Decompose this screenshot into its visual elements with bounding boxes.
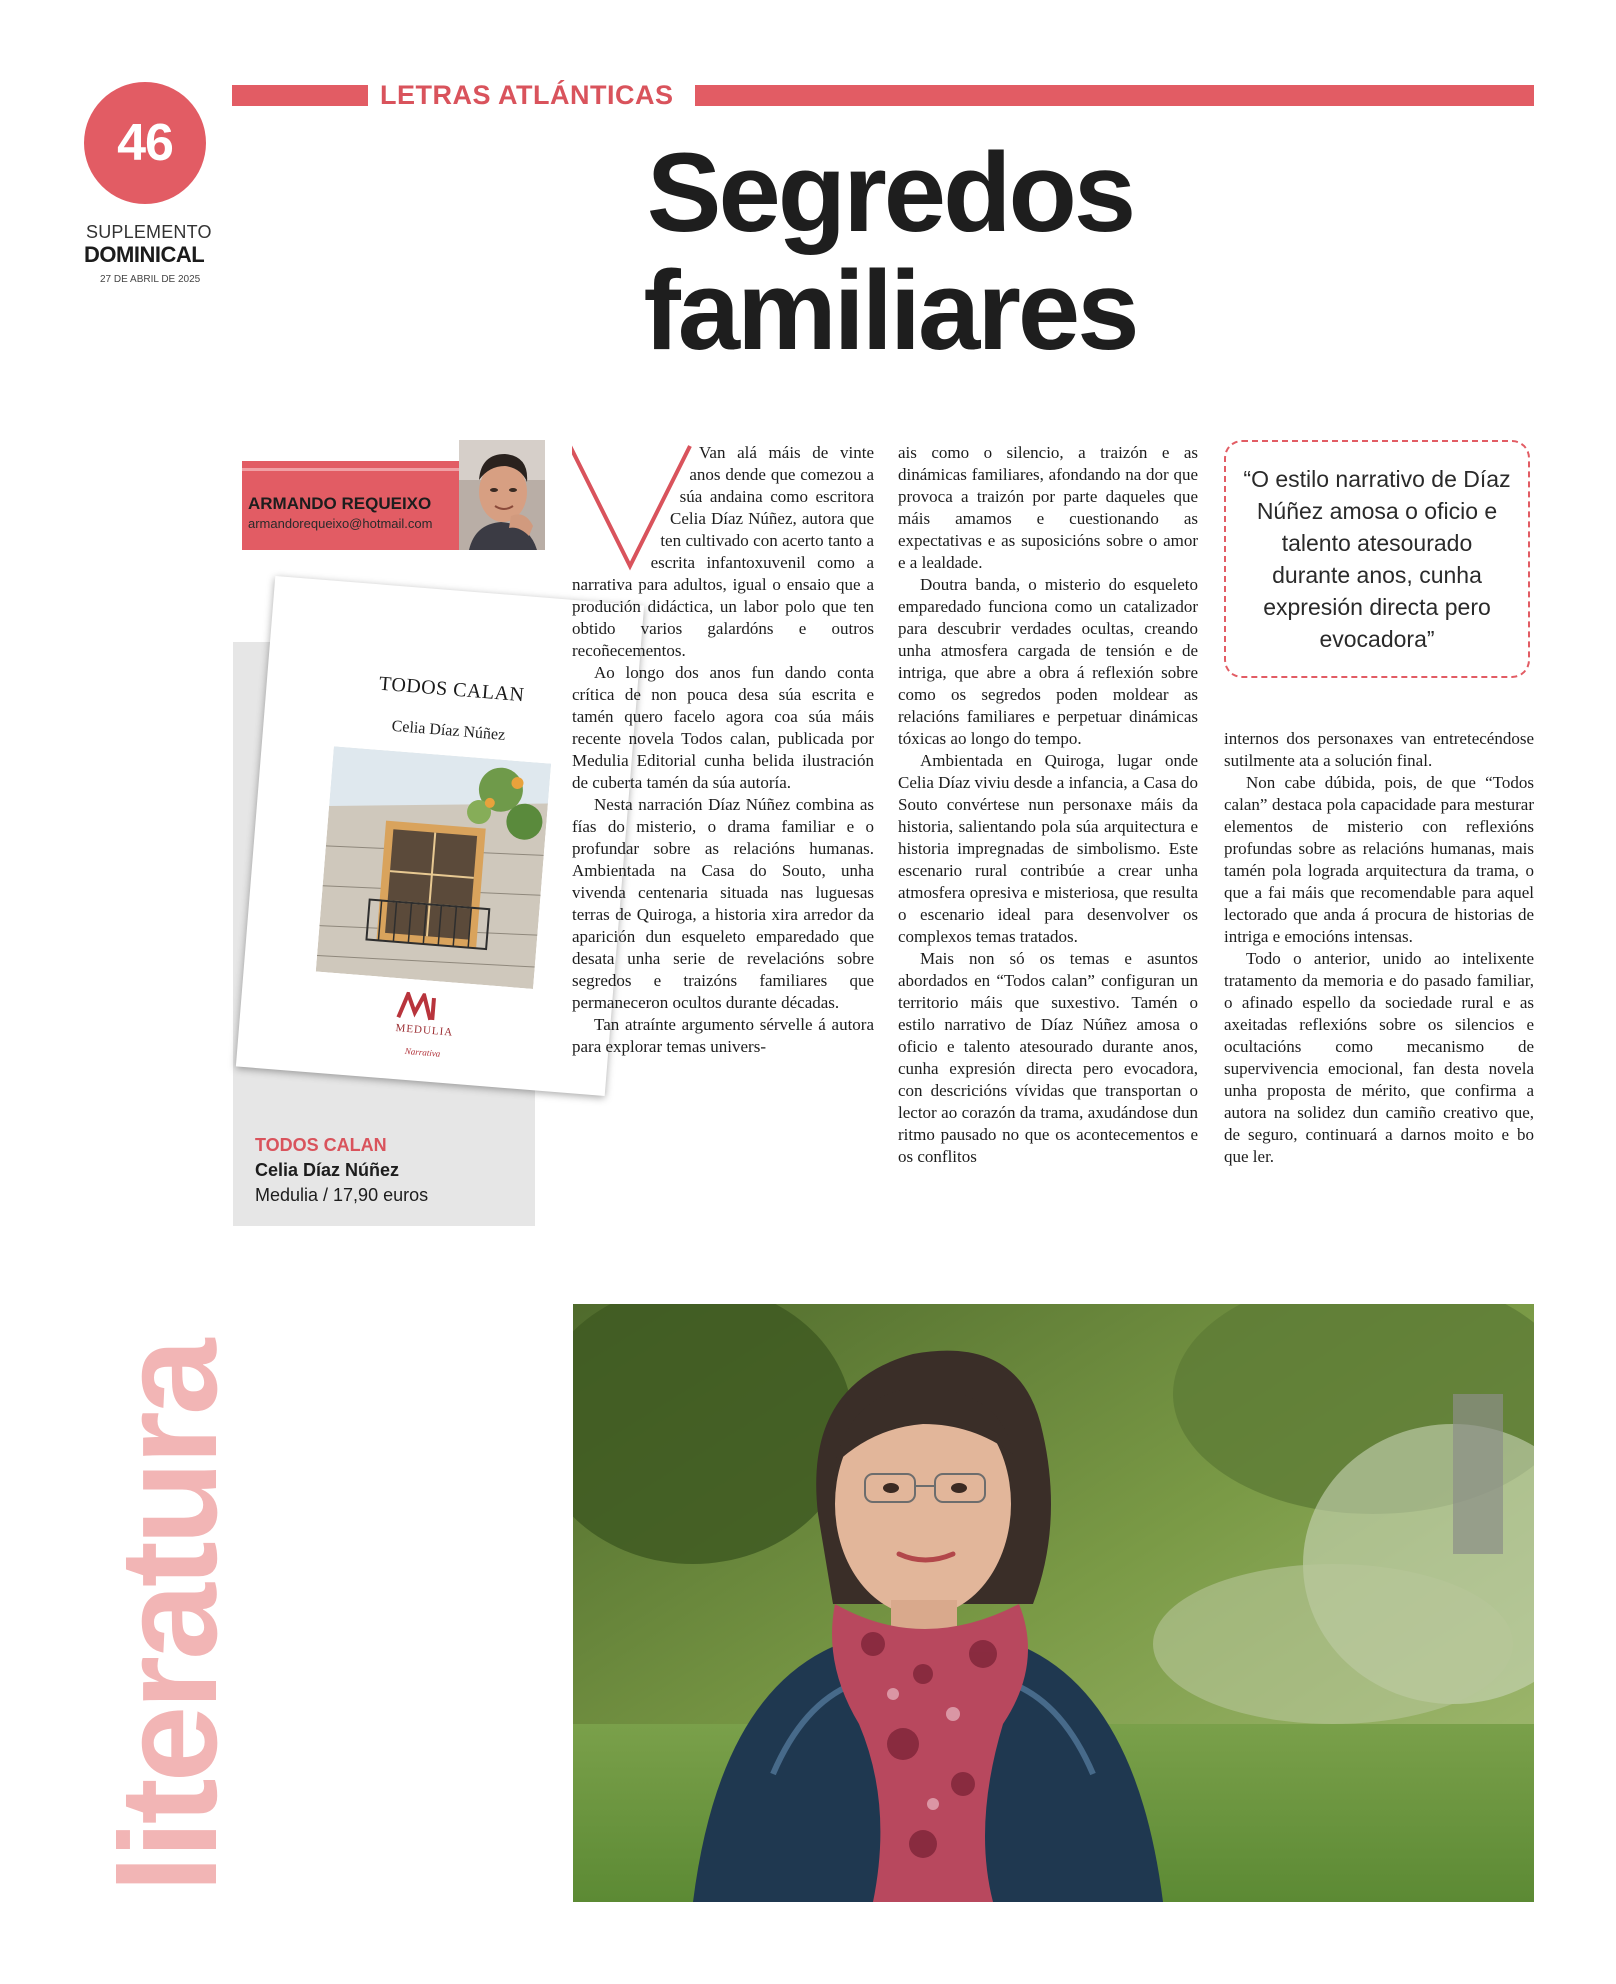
pull-quote-text: “O estilo narrativo de Díaz Núñez amosa o oficio e talento atesourado durante anos, cunha expresión directa pero evocadora” <box>1243 466 1511 652</box>
cover-publisher: MEDULIA <box>395 1022 454 1039</box>
writer-portrait-image <box>573 1304 1534 1902</box>
cover-collection: Narrativa <box>404 1045 441 1059</box>
writer-photo <box>573 1304 1534 1902</box>
article-paragraph: Ambientada en Quiroga, lugar onde Celia Díaz viviu desde a infancia, a Casa do Souto convértese nun personaxe máis da historia, salientando pola súa arquitectura e historia impregnadas de simbolismo. Este escenario rural contribúe a crear unha atmosfera opresiva e misteriosa, que resulta o escenario ideal para desenvolver os complexos temas tratados. <box>898 751 1198 946</box>
article-paragraph: internos dos personaxes van entretecéndose sutilmente ata a solución final. <box>1224 729 1534 770</box>
article-paragraph: Van alá máis de vinte anos dende que comezou a súa andaina como escritora Celia Díaz Núñez, autora que ten cultivado con acerto tanto a escrita infantoxuvenil como a narrativa para adultos, igual o ensaio que a produción didáctica, un labor polo que ten obtido varios galardóns e outros recoñecementos. <box>572 443 874 660</box>
author-portrait-image <box>459 440 545 550</box>
article-paragraph: Tan atraínte argumento sérvelle á autora para explorar temas univers- <box>572 1015 874 1056</box>
article-paragraph: Non cabe dúbida, pois, de que “Todos calan” destaca pola capacidade para mesturar elementos de misterio con reflexións profundas sobre as relacións humanas, mais tamén pola lograda arquitectura da trama, o que a fai máis que recomendable para aquel lectorado que anda á procura de historias de intriga e emocións intensas. <box>1224 773 1534 946</box>
article-paragraph: Todo o anterior, unido ao intelixente tratamento da memoria e do pasado familiar, o afinado espello da sociedade rural e as axeitadas reflexións sobre os silencios e ocultacións como mecanismo de supervivencia emocional, fan desta novela unha proposta de mérito, que confirma a autora na solidez dun camiño creativo que, de seguro, continuará a darnos moito e bo que ler. <box>1224 949 1534 1166</box>
publisher-logo-icon <box>392 991 444 1023</box>
article-paragraph: Nesta narración Díaz Núñez combina as fías do misterio, o drama familiar e o profundar sobre as relacións humanas. Ambientada na Casa do Souto, unha vivenda centenaria situada nas luguesas terras de Quiroga, a historia xira arredor da aparición dun esqueleto emparedado que desata unha serie de revelacións sobre segredos e traizóns familiares que permaneceron ocultos durante décadas. <box>572 795 874 1012</box>
supplement-name: DOMINICAL <box>84 242 205 267</box>
book-publisher-price: Medulia / 17,90 euros <box>255 1185 429 1205</box>
author-photo <box>459 440 545 550</box>
section-vertical-label: literatura <box>92 1342 246 1893</box>
pull-quote <box>1224 440 1530 678</box>
article-paragraph: Ao longo dos anos fun dando conta crítica de non pouca desa súa escrita e tamén quero facelo agora coa súa máis recente novela Todos calan, publicada por Medulia Editorial cunha belida ilustración de cuberta tamén da súa autoría. <box>572 663 874 792</box>
article-paragraph: Doutra banda, o misterio do esqueleto emparedado funciona como un catalizador para descubrir verdades ocultas, creando unha atmosfera cargada de tensión e de intriga, que abre a obra á reflexión sobre como os segredos poden moldear as relacións familiares e perpetuar dinámicas tóxicas ao longo do tempo. <box>898 575 1198 748</box>
article-column-1 <box>572 442 874 1266</box>
book-author: Celia Díaz Núñez <box>255 1160 400 1180</box>
supplement-label: SUPLEMENTO <box>86 222 212 242</box>
page-number: 46 <box>117 114 173 172</box>
headline <box>560 130 1220 373</box>
article-paragraph: Mais non só os temas e asuntos abordados en “Todos calan” configuran un territorio máis que suxestivo. Tamén o estilo narrativo de Díaz Núñez amosa o oficio e talento atesourado durante anos, cunha expresión directa pero evocadora, con descricións vívidas que transportan o lector ao corazón da trama, axudándose dun ritmo pausado no que os acontecementos e os conflitos <box>898 949 1198 1166</box>
article-column-3 <box>1224 728 1534 1268</box>
headline-line-1: Segredos <box>646 130 1134 255</box>
article-column-2 <box>898 442 1198 1266</box>
publisher-logo <box>392 991 444 1023</box>
cover-illustration <box>316 746 551 989</box>
page-number-badge <box>84 82 206 204</box>
cover-author: Celia Díaz Núñez <box>391 717 506 744</box>
cover-window-illustration <box>316 746 551 989</box>
author-email[interactable]: armandorequeixo@hotmail.com <box>248 516 433 531</box>
section-label: LETRAS ATLÁNTICAS <box>380 80 674 110</box>
cover-title: TODOS CALAN <box>378 672 526 707</box>
book-title: TODOS CALAN <box>255 1135 387 1155</box>
author-name: ARMANDO REQUEIXO <box>248 494 432 513</box>
article-paragraph: ais como o silencio, a traizón e as dinámicas familiares, afondando na dor que provoca a traizón por parte daqueles que máis amamos e cuestionando as expectativas e as suposicións sobre o amor e a lealdade. <box>898 443 1198 572</box>
issue-date: 27 DE ABRIL DE 2025 <box>100 274 201 285</box>
headline-line-2: familiares <box>643 248 1137 373</box>
header-rule-left <box>232 85 368 106</box>
author-byline-stripe <box>242 468 459 471</box>
header-rule-right <box>695 85 1534 106</box>
